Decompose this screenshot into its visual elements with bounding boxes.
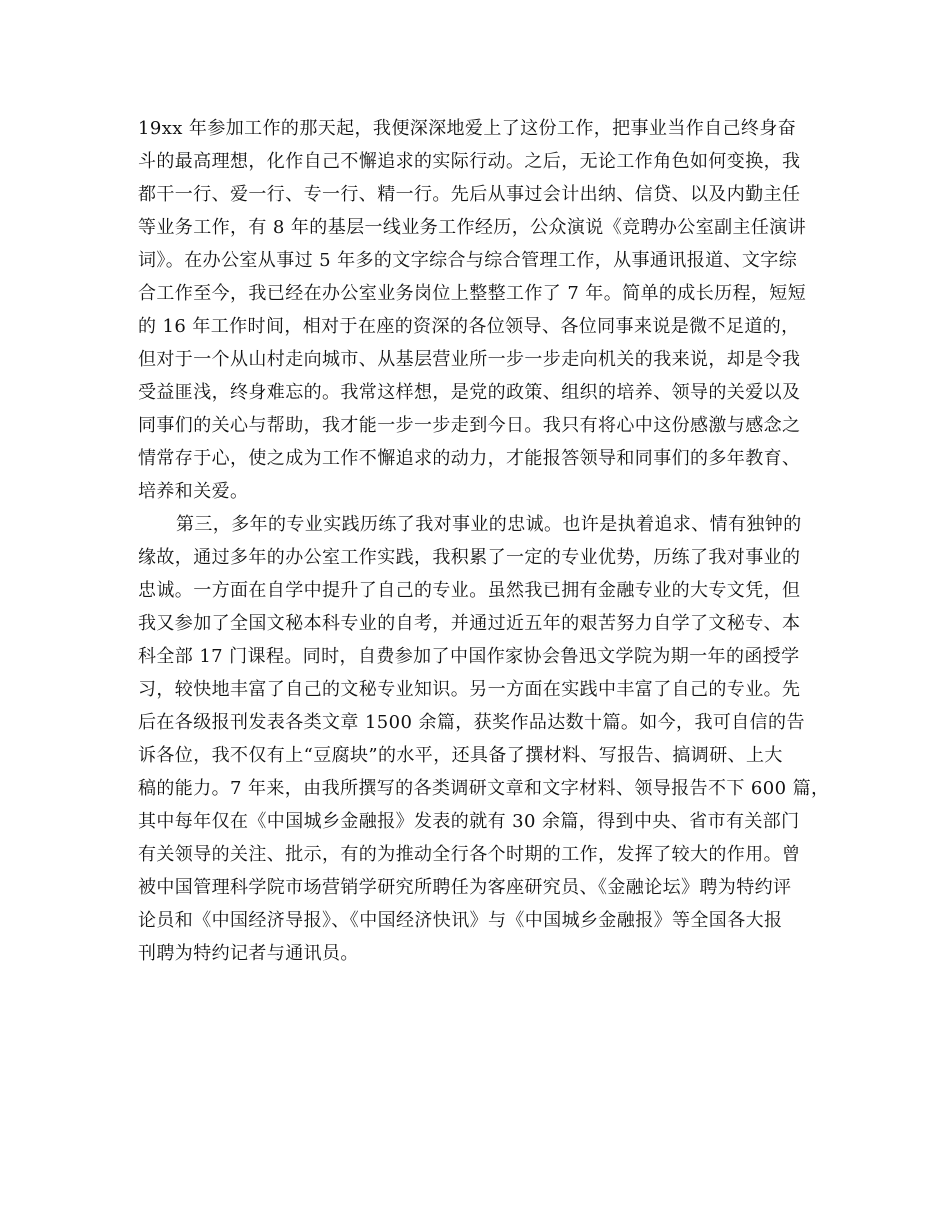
text-line: 都干一行、爱一行、专一行、精一行。先后从事过会计出纳、信贷、以及内勤主任: [138, 184, 801, 205]
text-line: 情常存于心，使之成为工作不懈追求的动力，才能报答领导和同事们的多年教育、: [138, 448, 801, 469]
text-line: 其中每年仅在《中国城乡金融报》发表的就有 30 余篇，得到中央、省市有关部门: [138, 811, 800, 832]
text-line: 习，较快地丰富了自己的文秘专业知识。另一方面在实践中丰富了自己的专业。先: [138, 679, 801, 700]
text-line: 论员和《中国经济导报》、《中国经济快讯》与《中国城乡金融报》等全国各大报: [138, 910, 783, 931]
text-line: 合工作至今，我已经在办公室业务岗位上整整工作了 7 年。简单的成长历程，短短: [138, 283, 807, 304]
text-line: 等业务工作，有 8 年的基层一线业务工作经历，公众演说《竞聘办公室副主任演讲: [138, 217, 807, 238]
text-line: 忠诚。一方面在自学中提升了自己的专业。虽然我已拥有金融专业的大专文凭，但: [138, 580, 801, 601]
text-line: 科全部 17 门课程。同时，自费参加了中国作家协会鲁迅文学院为期一年的函授学: [138, 646, 800, 667]
text-line: 同事们的关心与帮助，我才能一步一步走到今日。我只有将心中这份感激与感念之: [138, 415, 801, 436]
text-line: 19xx 年参加工作的那天起，我便深深地爱上了这份工作，把事业当作自己终身奋: [138, 118, 797, 139]
text-line: 的 16 年工作时间，相对于在座的资深的各位领导、各位同事来说是微不足道的，: [138, 316, 800, 337]
text-line: 有关领导的关注、批示，有的为推动全行各个时期的工作，发挥了较大的作用。曾: [138, 844, 801, 865]
text-line: 后在各级报刊发表各类文章 1500 余篇，获奖作品达数十篇。如今，我可自信的告: [138, 712, 805, 733]
text-line: 缘故，通过多年的办公室工作实践，我积累了一定的专业优势，历练了我对事业的: [138, 547, 801, 568]
paragraph-start-line: 第三，多年的专业实践历练了我对事业的忠诚。也许是执着追求、情有独钟的: [176, 514, 802, 535]
text-line: 受益匪浅，终身难忘的。我常这样想，是党的政策、组织的培养、领导的关爱以及: [138, 382, 801, 403]
text-line: 词》。在办公室从事过 5 年多的文字综合与综合管理工作，从事通讯报道、文字综: [138, 250, 798, 271]
text-line: 诉各位，我不仅有上“豆腐块”的水平，还具备了撰材料、写报告、搞调研、上大: [138, 745, 783, 766]
text-line: 稿的能力。7 年来，由我所撰写的各类调研文章和文字材料、领导报告不下 600 篇，: [138, 778, 830, 799]
text-line: 被中国管理科学院市场营销学研究所聘任为客座研究员、《金融论坛》聘为特约评: [138, 877, 792, 898]
text-line: 培养和关爱。: [138, 481, 249, 502]
text-line: 我又参加了全国文秘本科专业的自考，并通过近五年的艰苦努力自学了文秘专、本: [138, 613, 801, 634]
text-line: 刊聘为特约记者与通讯员。: [138, 943, 359, 964]
document-body: [138, 112, 828, 970]
text-line: 斗的最高理想，化作自己不懈追求的实际行动。之后，无论工作角色如何变换，我: [138, 151, 801, 172]
text-line: 但对于一个从山村走向城市、从基层营业所一步一步走向机关的我来说，却是令我: [138, 349, 801, 370]
